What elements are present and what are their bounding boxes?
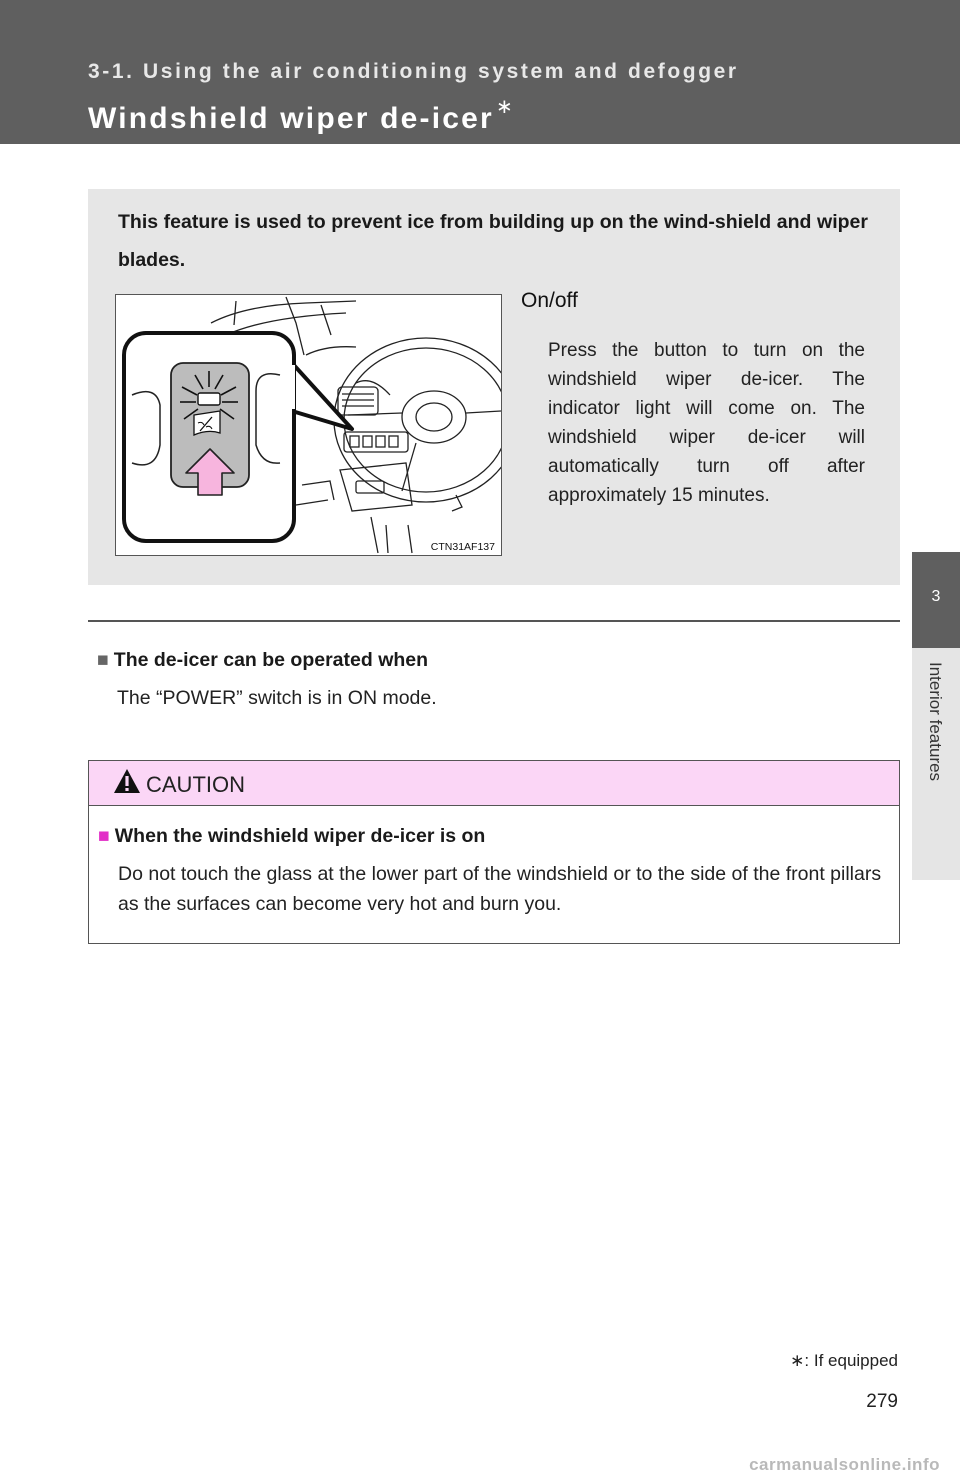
intro-box bbox=[88, 189, 900, 585]
caution-header bbox=[89, 761, 899, 806]
note-heading-text: The de-icer can be operated when bbox=[113, 649, 429, 671]
section-title: 3-1. Using the air conditioning system and defogger bbox=[88, 60, 739, 83]
caution-box bbox=[88, 760, 900, 944]
caution-label: CAUTION bbox=[146, 772, 245, 797]
page-title-text: Windshield wiper de-icer bbox=[88, 102, 494, 135]
if-equipped-marker: ∗ bbox=[495, 96, 515, 118]
note-bullet: ■ bbox=[97, 649, 109, 671]
if-equipped-footnote: ∗: If equipped bbox=[790, 1351, 898, 1370]
chapter-label: Interior features bbox=[926, 662, 945, 782]
figure-code: CTN31AF137 bbox=[430, 541, 495, 553]
note-heading bbox=[97, 649, 428, 672]
warning-triangle-icon bbox=[113, 768, 141, 794]
page-title bbox=[88, 98, 515, 136]
intro-text: This feature is used to prevent ice from building up on the wind-shield and wiper blades. bbox=[118, 211, 868, 271]
chapter-tab-number bbox=[912, 552, 960, 648]
dashboard-illustration bbox=[115, 294, 502, 556]
section-divider bbox=[88, 620, 900, 622]
caution-heading-text: When the windshield wiper de-icer is on bbox=[114, 825, 486, 847]
dashboard-drawing bbox=[116, 295, 501, 555]
caution-text: Do not touch the glass at the lower part of the windshield or to the side of the front pillars as the surfaces can become very hot and burn you. bbox=[118, 863, 882, 915]
caution-heading bbox=[98, 825, 485, 848]
chapter-tab bbox=[912, 648, 960, 880]
onoff-title: On/off bbox=[521, 289, 578, 312]
watermark: carmanualsonline.info bbox=[749, 1455, 940, 1474]
onoff-description: Press the button to turn on the windshield wiper de-icer. The indicator light will come on. The windshield wiper de-icer will automatically turn off after approximately 15 minutes. bbox=[548, 340, 865, 506]
page-number: 279 bbox=[866, 1391, 898, 1412]
note-text: The “POWER” switch is in ON mode. bbox=[117, 687, 437, 709]
caution-bullet: ■ bbox=[98, 825, 110, 847]
chapter-number: 3 bbox=[931, 588, 941, 605]
page-header bbox=[0, 0, 960, 144]
